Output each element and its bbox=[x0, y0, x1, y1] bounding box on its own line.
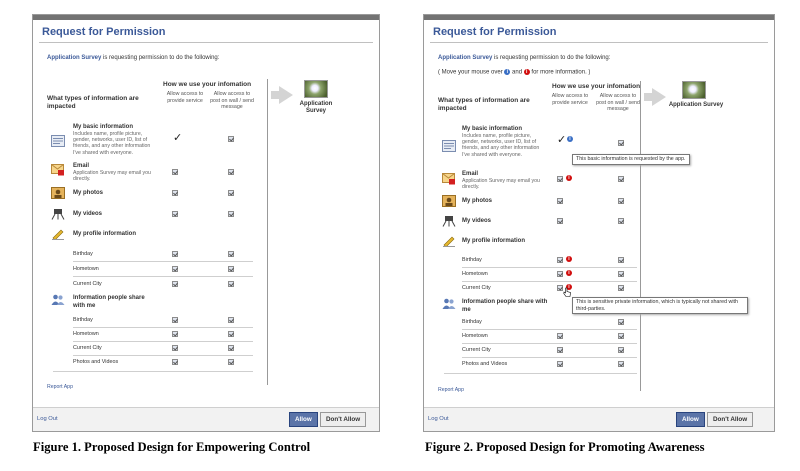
friends-icon bbox=[51, 294, 65, 306]
profile-birthday-post-checkbox[interactable] bbox=[228, 251, 234, 257]
profile-birthday-access-checkbox[interactable] bbox=[172, 251, 178, 257]
photos-post-checkbox[interactable] bbox=[228, 190, 234, 196]
email-title: Email bbox=[73, 163, 90, 169]
report-app-link[interactable]: Report App bbox=[47, 384, 73, 390]
shared-photos-post-checkbox[interactable] bbox=[228, 359, 234, 365]
profile-hometown-access-checkbox[interactable] bbox=[172, 266, 178, 272]
id-card-icon bbox=[442, 140, 456, 152]
profile-hometown-post-checkbox[interactable] bbox=[228, 266, 234, 272]
pencil-icon bbox=[51, 228, 65, 240]
warning-icon: i bbox=[524, 69, 530, 75]
shared-birthday-post-checkbox[interactable] bbox=[618, 319, 624, 325]
birthday-warning-icon[interactable]: i bbox=[566, 256, 572, 262]
basic-info-tooltip: This basic information is requested by the app. bbox=[572, 154, 690, 165]
photos-access-checkbox[interactable] bbox=[172, 190, 178, 196]
photos-title: My photos bbox=[73, 190, 103, 196]
title-divider bbox=[430, 42, 768, 43]
shared-hometown-label: Hometown bbox=[462, 333, 488, 339]
required-checkmark-icon: ✓ bbox=[173, 132, 183, 144]
row-divider bbox=[73, 261, 253, 262]
profile-info-title: My profile information bbox=[462, 238, 525, 244]
arrow-stem bbox=[271, 91, 279, 99]
column-divider bbox=[640, 81, 641, 391]
row-divider bbox=[462, 281, 637, 282]
col2-header: Allow access to post on wall / send message bbox=[596, 93, 640, 112]
dialog-top-bar bbox=[33, 15, 379, 20]
videos-access-checkbox[interactable] bbox=[557, 218, 563, 224]
col2-header: Allow access to post on wall / send message bbox=[210, 91, 254, 110]
videos-post-checkbox[interactable] bbox=[618, 218, 624, 224]
hometown-warning-icon[interactable]: i bbox=[566, 270, 572, 276]
shared-hometown-access-checkbox[interactable] bbox=[557, 333, 563, 339]
basic-info-title: My basic information bbox=[462, 126, 523, 132]
email-post-checkbox[interactable] bbox=[228, 169, 234, 175]
profile-birthday-label: Birthday bbox=[73, 251, 93, 257]
what-header: What types of information are impacted bbox=[438, 97, 530, 112]
shared-city-access-checkbox[interactable] bbox=[172, 345, 178, 351]
profile-city-post-checkbox[interactable] bbox=[228, 281, 234, 287]
permission-dialog-awareness bbox=[423, 14, 775, 432]
shared-hometown-access-checkbox[interactable] bbox=[172, 331, 178, 337]
allow-button[interactable]: Allow bbox=[676, 412, 705, 427]
shared-photos-access-checkbox[interactable] bbox=[172, 359, 178, 365]
shared-birthday-label: Birthday bbox=[73, 317, 93, 323]
row-divider bbox=[73, 276, 253, 277]
shared-city-label: Current City bbox=[73, 345, 102, 351]
app-caption: Application Survey bbox=[299, 101, 333, 114]
dialog-title: Request for Permission bbox=[42, 26, 166, 38]
log-out-link[interactable]: Log Out bbox=[428, 416, 449, 422]
profile-birthday-label: Birthday bbox=[462, 257, 482, 263]
basic-info-title: My basic information bbox=[73, 124, 134, 130]
arrow-stem bbox=[644, 93, 652, 101]
profile-birthday-post-checkbox[interactable] bbox=[618, 257, 624, 263]
profile-hometown-label: Hometown bbox=[73, 266, 99, 272]
row-divider bbox=[462, 267, 637, 268]
basic-post-checkbox[interactable] bbox=[228, 136, 234, 142]
shared-city-post-checkbox[interactable] bbox=[618, 347, 624, 353]
profile-hometown-post-checkbox[interactable] bbox=[618, 271, 624, 277]
shared-city-label: Current City bbox=[462, 347, 491, 353]
dialog-footer bbox=[424, 407, 774, 431]
dont-allow-button[interactable]: Don't Allow bbox=[707, 412, 753, 427]
figure-2-caption: Figure 2. Proposed Design for Promoting Awareness bbox=[425, 440, 705, 454]
shared-info-title: Information people share with me bbox=[73, 295, 145, 309]
info-icon: i bbox=[504, 69, 510, 75]
what-header: What types of information are impacted bbox=[47, 95, 139, 110]
allow-button[interactable]: Allow bbox=[289, 412, 318, 427]
basic-post-checkbox[interactable] bbox=[618, 140, 624, 146]
videos-post-checkbox[interactable] bbox=[228, 211, 234, 217]
shared-birthday-post-checkbox[interactable] bbox=[228, 317, 234, 323]
row-divider bbox=[73, 355, 253, 356]
pencil-icon bbox=[442, 235, 456, 247]
how-header: How we use your infomation bbox=[552, 83, 641, 90]
videos-access-checkbox[interactable] bbox=[172, 211, 178, 217]
app-image bbox=[304, 80, 328, 98]
profile-city-label: Current City bbox=[462, 285, 491, 291]
dialog-top-bar bbox=[424, 15, 774, 20]
profile-city-post-checkbox[interactable] bbox=[618, 285, 624, 291]
hand-cursor-icon bbox=[563, 287, 571, 297]
app-image bbox=[682, 81, 706, 99]
videos-title: My videos bbox=[462, 218, 492, 224]
shared-photos-videos-label: Photos and Videos bbox=[73, 359, 119, 365]
arrow-icon bbox=[652, 88, 666, 106]
col1-header: Allow access to provide service bbox=[166, 91, 204, 104]
email-access-checkbox[interactable] bbox=[557, 176, 563, 182]
profile-birthday-access-checkbox[interactable] bbox=[557, 257, 563, 263]
friends-icon bbox=[442, 298, 456, 310]
figure-1-caption: Figure 1. Proposed Design for Empowering Control bbox=[33, 440, 311, 454]
profile-city-label: Current City bbox=[73, 281, 102, 287]
log-out-link[interactable]: Log Out bbox=[37, 416, 58, 422]
basic-info-desc: Includes name, profile picture, gender, networks, user ID, list of friends, and any other information I've shared with everyone. bbox=[462, 133, 540, 158]
hover-hint: ( Move your mouse over i and i for more information. ) bbox=[438, 69, 591, 76]
section-divider bbox=[444, 373, 637, 374]
row-divider bbox=[462, 343, 637, 344]
city-warning-icon[interactable]: i bbox=[566, 284, 572, 290]
email-desc: Application Survey may email you directly. bbox=[73, 170, 151, 183]
shared-birthday-label: Birthday bbox=[462, 319, 482, 325]
photos-icon bbox=[51, 187, 65, 199]
request-text: Application Survey is requesting permission to do the following: bbox=[47, 55, 220, 61]
shared-photos-access-checkbox[interactable] bbox=[557, 361, 563, 367]
basic-info-desc: Includes name, profile picture, gender, networks, user ID, list of friends, and any other information I've shared with everyone. bbox=[73, 131, 151, 156]
app-name-link[interactable]: Application Survey bbox=[438, 55, 493, 61]
col1-header: Allow access to provide service bbox=[551, 93, 589, 106]
shared-hometown-post-checkbox[interactable] bbox=[618, 333, 624, 339]
row-divider bbox=[73, 327, 253, 328]
profile-info-title: My profile information bbox=[73, 231, 136, 237]
shared-info-title: Information people share with me bbox=[462, 299, 548, 313]
basic-info-icon[interactable]: i bbox=[567, 136, 573, 142]
app-caption: Application Survey bbox=[668, 102, 724, 108]
dialog-title: Request for Permission bbox=[433, 26, 557, 38]
app-name-link[interactable]: Application Survey bbox=[47, 55, 102, 61]
email-icon bbox=[442, 173, 456, 185]
profile-hometown-access-checkbox[interactable] bbox=[557, 271, 563, 277]
report-app-link[interactable]: Report App bbox=[438, 387, 464, 393]
email-warning-icon[interactable]: i bbox=[566, 175, 572, 181]
row-divider bbox=[73, 341, 253, 342]
email-title: Email bbox=[462, 171, 479, 177]
shared-photos-videos-label: Photos and Videos bbox=[462, 361, 508, 367]
email-access-checkbox[interactable] bbox=[172, 169, 178, 175]
row-divider bbox=[462, 329, 637, 330]
section-divider bbox=[53, 371, 253, 372]
required-checkmark-icon: ✓ bbox=[557, 134, 567, 146]
shared-hometown-post-checkbox[interactable] bbox=[228, 331, 234, 337]
permission-dialog-control bbox=[32, 14, 380, 432]
how-header: How we use your infomation bbox=[163, 81, 252, 88]
column-divider bbox=[267, 79, 268, 385]
photos-title: My photos bbox=[462, 198, 492, 204]
profile-hometown-label: Hometown bbox=[462, 271, 488, 277]
request-text: Application Survey is requesting permission to do the following: bbox=[438, 55, 611, 61]
shared-hometown-label: Hometown bbox=[73, 331, 99, 337]
email-desc: Application Survey may email you directly. bbox=[462, 178, 540, 191]
photos-icon bbox=[442, 195, 456, 207]
photos-post-checkbox[interactable] bbox=[618, 198, 624, 204]
email-post-checkbox[interactable] bbox=[618, 176, 624, 182]
shared-photos-post-checkbox[interactable] bbox=[618, 361, 624, 367]
shared-city-access-checkbox[interactable] bbox=[557, 347, 563, 353]
shared-city-post-checkbox[interactable] bbox=[228, 345, 234, 351]
shared-birthday-access-checkbox[interactable] bbox=[172, 317, 178, 323]
video-camera-icon bbox=[442, 215, 456, 227]
photos-access-checkbox[interactable] bbox=[557, 198, 563, 204]
profile-city-access-checkbox[interactable] bbox=[172, 281, 178, 287]
dont-allow-button[interactable]: Don't Allow bbox=[320, 412, 366, 427]
title-divider bbox=[39, 42, 373, 43]
sensitive-info-tooltip: This is sensitive private information, which is typically not shared with third-parties. bbox=[572, 297, 748, 314]
email-icon bbox=[51, 164, 65, 176]
id-card-icon bbox=[51, 135, 65, 147]
dialog-footer bbox=[33, 407, 379, 431]
videos-title: My videos bbox=[73, 211, 103, 217]
video-camera-icon bbox=[51, 208, 65, 220]
row-divider bbox=[462, 357, 637, 358]
